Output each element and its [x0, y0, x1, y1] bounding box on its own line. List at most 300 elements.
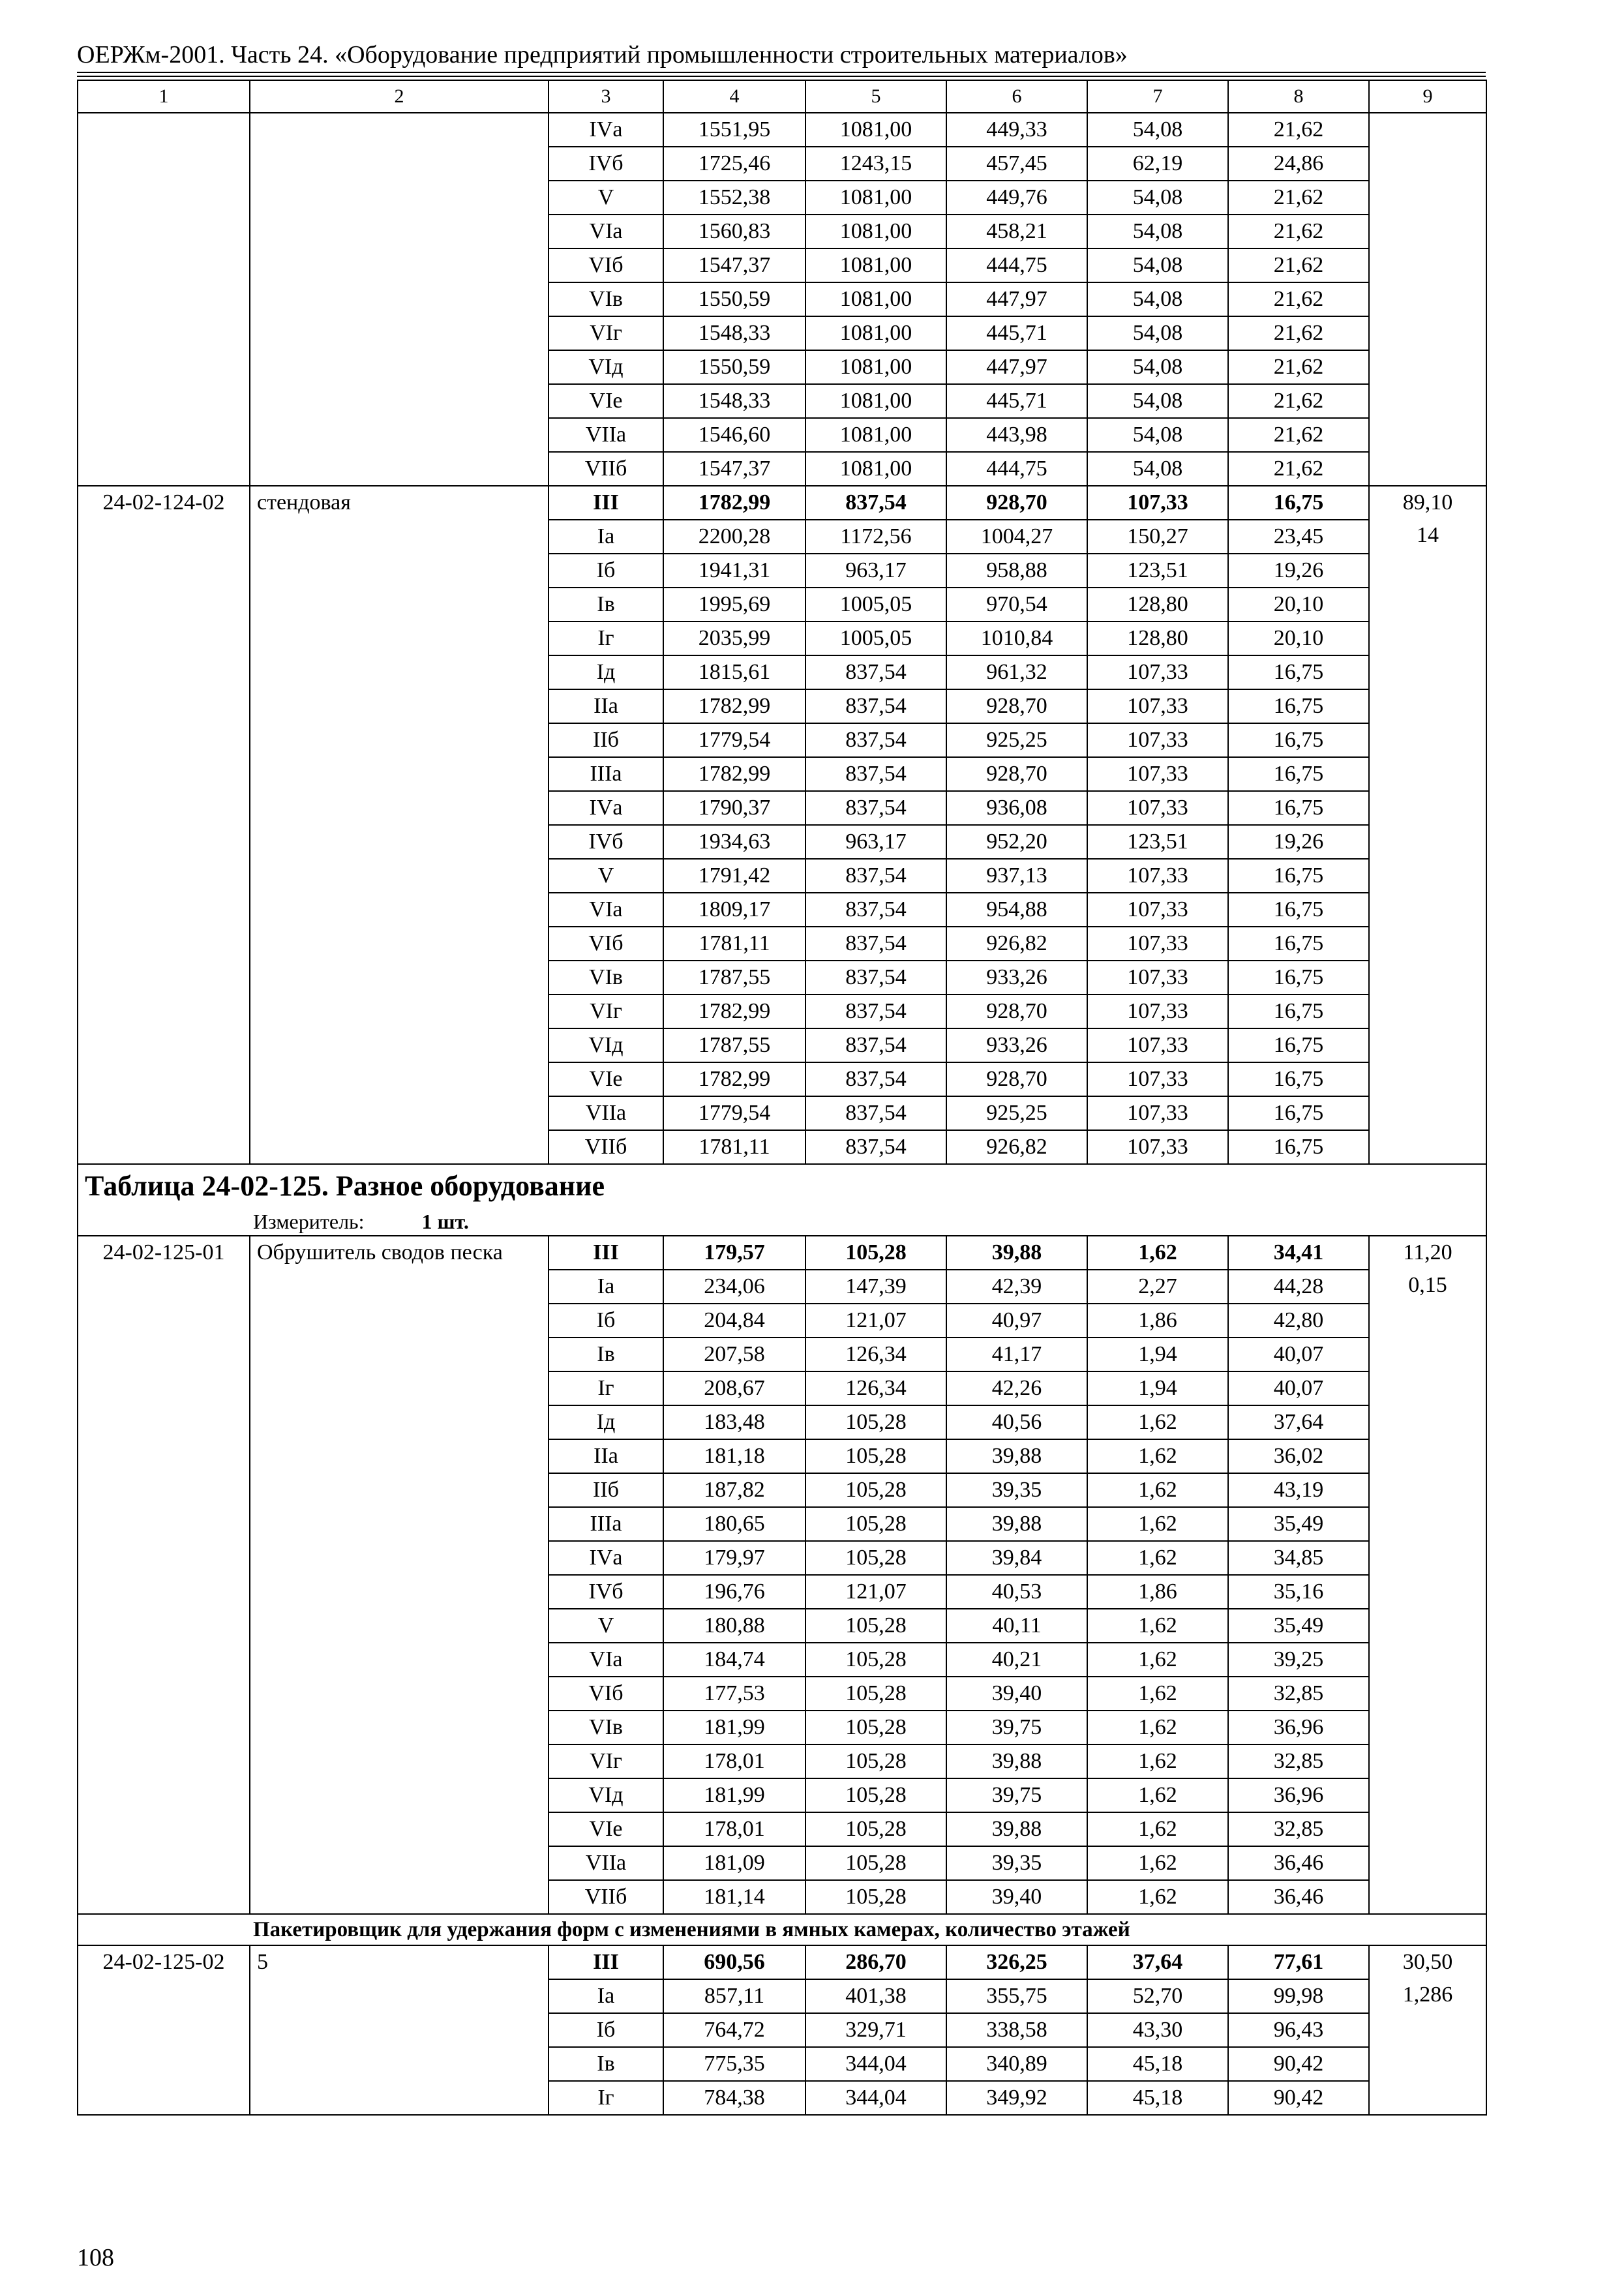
zone-cell: IIIа	[549, 757, 663, 791]
value-cell: 16,75	[1228, 791, 1369, 825]
value-cell: 1081,00	[805, 181, 946, 215]
value-cell: 963,17	[805, 554, 946, 588]
value-cell: 128,80	[1087, 621, 1228, 655]
value-cell: 207,58	[663, 1338, 805, 1371]
value-cell: 34,85	[1228, 1541, 1369, 1575]
rate-name	[250, 113, 549, 486]
value-cell: 936,08	[946, 791, 1087, 825]
value-cell: 1005,05	[805, 588, 946, 621]
value-cell: 1,62	[1087, 1405, 1228, 1439]
value-cell: 36,02	[1228, 1439, 1369, 1473]
value-cell: 105,28	[805, 1812, 946, 1846]
value-cell: 954,88	[946, 893, 1087, 927]
value-cell: 24,86	[1228, 147, 1369, 181]
value-cell: 837,54	[805, 757, 946, 791]
value-cell: 1941,31	[663, 554, 805, 588]
value-cell: 181,99	[663, 1778, 805, 1812]
rates-table	[77, 80, 1487, 2116]
value-cell: 54,08	[1087, 282, 1228, 316]
table-row	[78, 486, 1486, 520]
value-cell: 107,33	[1087, 1028, 1228, 1062]
zone-cell: VIв	[549, 961, 663, 995]
value-cell: 1081,00	[805, 316, 946, 350]
value-cell: 107,33	[1087, 927, 1228, 961]
value-cell: 1,62	[1087, 1643, 1228, 1677]
zone-cell: VIд	[549, 350, 663, 384]
value-cell: 105,28	[805, 1744, 946, 1778]
zone-cell: VIд	[549, 1028, 663, 1062]
value-cell: 444,75	[946, 248, 1087, 282]
page-header: ОЕРЖм-2001. Часть 24. «Оборудование предприятий промышленности строительных материалов»	[77, 41, 1128, 68]
value-cell: 16,75	[1228, 1028, 1369, 1062]
value-cell: 187,82	[663, 1473, 805, 1507]
value-cell: 36,46	[1228, 1880, 1369, 1914]
value-cell: 16,75	[1228, 723, 1369, 757]
column-number: 4	[663, 80, 805, 113]
value-cell: 39,75	[946, 1711, 1087, 1744]
value-cell: 837,54	[805, 893, 946, 927]
zone-cell: VIб	[549, 1677, 663, 1711]
value-cell: 1010,84	[946, 621, 1087, 655]
zone-cell: VIIб	[549, 452, 663, 486]
value-cell: 181,14	[663, 1880, 805, 1914]
value-cell: 21,62	[1228, 113, 1369, 147]
value-cell: 54,08	[1087, 215, 1228, 248]
value-cell: 16,75	[1228, 927, 1369, 961]
header-rule	[77, 72, 1486, 73]
value-cell: 39,88	[946, 1744, 1087, 1778]
value-cell: 105,28	[805, 1507, 946, 1541]
unit-value: 1 шт.	[421, 1210, 469, 1233]
value-cell: 784,38	[663, 2081, 805, 2115]
value-cell: 54,08	[1087, 384, 1228, 418]
value-cell: 39,40	[946, 1677, 1087, 1711]
value-cell: 107,33	[1087, 791, 1228, 825]
value-cell: 837,54	[805, 961, 946, 995]
value-cell: 105,28	[805, 1609, 946, 1643]
value-cell: 1,62	[1087, 1812, 1228, 1846]
value-cell: 1550,59	[663, 282, 805, 316]
value-cell: 42,80	[1228, 1304, 1369, 1338]
column-number: 8	[1228, 80, 1369, 113]
value-cell: 933,26	[946, 961, 1087, 995]
value-cell: 43,19	[1228, 1473, 1369, 1507]
page-number: 108	[77, 2244, 114, 2271]
value-cell: 105,28	[805, 1439, 946, 1473]
zone-cell: VIа	[549, 893, 663, 927]
value-cell: 16,75	[1228, 655, 1369, 689]
section-title-row	[78, 1164, 1486, 1208]
unit-label: Измеритель:	[253, 1210, 365, 1233]
zone-cell: IVб	[549, 1575, 663, 1609]
value-cell: 928,70	[946, 1062, 1087, 1096]
value-cell: 2200,28	[663, 520, 805, 554]
value-cell: 105,28	[805, 1778, 946, 1812]
value-cell: 449,33	[946, 113, 1087, 147]
value-cell: 1081,00	[805, 452, 946, 486]
value-cell: 837,54	[805, 1062, 946, 1096]
value-cell: 445,71	[946, 316, 1087, 350]
rate-code	[78, 113, 250, 486]
value-cell: 54,08	[1087, 452, 1228, 486]
value-cell: 21,62	[1228, 282, 1369, 316]
col9-value: 1,286	[1402, 1982, 1453, 2007]
value-cell: 1004,27	[946, 520, 1087, 554]
value-cell: 1,62	[1087, 1711, 1228, 1744]
value-cell: 16,75	[1228, 893, 1369, 927]
value-cell: 37,64	[1087, 1945, 1228, 1979]
column-number: 3	[549, 80, 663, 113]
value-cell: 128,80	[1087, 588, 1228, 621]
zone-cell: VIг	[549, 316, 663, 350]
value-cell: 90,42	[1228, 2047, 1369, 2081]
value-cell: 1790,37	[663, 791, 805, 825]
value-cell: 77,61	[1228, 1945, 1369, 1979]
unit-cell	[78, 1208, 1486, 1236]
value-cell: 970,54	[946, 588, 1087, 621]
column-number: 7	[1087, 80, 1228, 113]
value-cell: 20,10	[1228, 588, 1369, 621]
value-cell: 16,75	[1228, 486, 1369, 520]
value-cell: 180,65	[663, 1507, 805, 1541]
value-cell: 1,62	[1087, 1677, 1228, 1711]
zone-cell: IIа	[549, 1439, 663, 1473]
value-cell: 1552,38	[663, 181, 805, 215]
value-cell: 41,17	[946, 1338, 1087, 1371]
value-cell: 21,62	[1228, 418, 1369, 452]
value-cell: 19,26	[1228, 554, 1369, 588]
value-cell: 401,38	[805, 1979, 946, 2013]
table-row	[78, 1945, 1486, 1979]
value-cell: 1546,60	[663, 418, 805, 452]
value-cell: 928,70	[946, 689, 1087, 723]
value-cell: 1787,55	[663, 1028, 805, 1062]
value-cell: 1560,83	[663, 215, 805, 248]
value-cell: 1081,00	[805, 215, 946, 248]
value-cell: 16,75	[1228, 961, 1369, 995]
value-cell: 1,94	[1087, 1338, 1228, 1371]
value-cell: 39,35	[946, 1473, 1087, 1507]
value-cell: 928,70	[946, 995, 1087, 1028]
value-cell: 1782,99	[663, 486, 805, 520]
value-cell: 234,06	[663, 1270, 805, 1304]
zone-cell: Iа	[549, 1979, 663, 2013]
value-cell: 952,20	[946, 825, 1087, 859]
value-cell: 449,76	[946, 181, 1087, 215]
zone-cell: IIа	[549, 689, 663, 723]
value-cell: 21,62	[1228, 384, 1369, 418]
column-number: 9	[1369, 80, 1486, 113]
rate-code: 24-02-125-02	[78, 1945, 250, 2115]
zone-cell: Iа	[549, 520, 663, 554]
value-cell: 204,84	[663, 1304, 805, 1338]
value-cell: 39,25	[1228, 1643, 1369, 1677]
value-cell: 355,75	[946, 1979, 1087, 2013]
value-cell: 16,75	[1228, 995, 1369, 1028]
zone-cell: IVа	[549, 791, 663, 825]
value-cell: 21,62	[1228, 452, 1369, 486]
value-cell: 933,26	[946, 1028, 1087, 1062]
value-cell: 107,33	[1087, 961, 1228, 995]
value-cell: 107,33	[1087, 757, 1228, 791]
value-cell: 1787,55	[663, 961, 805, 995]
value-cell: 96,43	[1228, 2013, 1369, 2047]
value-cell: 1782,99	[663, 757, 805, 791]
value-cell: 837,54	[805, 723, 946, 757]
value-cell: 458,21	[946, 215, 1087, 248]
zone-cell: IVа	[549, 113, 663, 147]
zone-cell: VIIб	[549, 1130, 663, 1164]
value-cell: 62,19	[1087, 147, 1228, 181]
zone-cell: Iб	[549, 2013, 663, 2047]
value-cell: 107,33	[1087, 893, 1228, 927]
value-cell: 177,53	[663, 1677, 805, 1711]
value-cell: 1172,56	[805, 520, 946, 554]
value-cell: 837,54	[805, 791, 946, 825]
zone-cell: Iв	[549, 588, 663, 621]
value-cell: 837,54	[805, 1130, 946, 1164]
value-cell: 1,62	[1087, 1541, 1228, 1575]
zone-cell: VIв	[549, 282, 663, 316]
value-cell: 105,28	[805, 1541, 946, 1575]
value-cell: 123,51	[1087, 825, 1228, 859]
value-cell: 39,88	[946, 1439, 1087, 1473]
value-cell: 107,33	[1087, 655, 1228, 689]
value-cell: 44,28	[1228, 1270, 1369, 1304]
value-cell: 2,27	[1087, 1270, 1228, 1304]
value-cell: 963,17	[805, 825, 946, 859]
value-cell: 837,54	[805, 486, 946, 520]
col9-cell	[1369, 1945, 1486, 2115]
value-cell: 1,86	[1087, 1304, 1228, 1338]
column-number: 2	[250, 80, 549, 113]
zone-cell: IVа	[549, 1541, 663, 1575]
value-cell: 1551,95	[663, 113, 805, 147]
value-cell: 178,01	[663, 1812, 805, 1846]
value-cell: 40,11	[946, 1609, 1087, 1643]
value-cell: 16,75	[1228, 1096, 1369, 1130]
value-cell: 178,01	[663, 1744, 805, 1778]
value-cell: 90,42	[1228, 2081, 1369, 2115]
value-cell: 286,70	[805, 1945, 946, 1979]
value-cell: 123,51	[1087, 554, 1228, 588]
value-cell: 105,28	[805, 1711, 946, 1744]
value-cell: 958,88	[946, 554, 1087, 588]
value-cell: 1995,69	[663, 588, 805, 621]
zone-cell: Iа	[549, 1270, 663, 1304]
value-cell: 16,75	[1228, 1130, 1369, 1164]
value-cell: 40,97	[946, 1304, 1087, 1338]
col9-cell	[1369, 113, 1486, 486]
column-number: 6	[946, 80, 1087, 113]
value-cell: 775,35	[663, 2047, 805, 2081]
zone-cell: IVб	[549, 147, 663, 181]
value-cell: 39,88	[946, 1812, 1087, 1846]
value-cell: 181,99	[663, 1711, 805, 1744]
value-cell: 20,10	[1228, 621, 1369, 655]
value-cell: 32,85	[1228, 1812, 1369, 1846]
zone-cell: V	[549, 181, 663, 215]
value-cell: 180,88	[663, 1609, 805, 1643]
unit-row	[78, 1208, 1486, 1236]
rate-name: 5	[250, 1945, 549, 2115]
value-cell: 183,48	[663, 1405, 805, 1439]
value-cell: 837,54	[805, 995, 946, 1028]
value-cell: 340,89	[946, 2047, 1087, 2081]
zone-cell: VIа	[549, 215, 663, 248]
value-cell: 39,88	[946, 1507, 1087, 1541]
rate-name: стендовая	[250, 486, 549, 1164]
value-cell: 54,08	[1087, 113, 1228, 147]
value-cell: 1,62	[1087, 1473, 1228, 1507]
zone-cell: V	[549, 859, 663, 893]
value-cell: 329,71	[805, 2013, 946, 2047]
value-cell: 1,62	[1087, 1439, 1228, 1473]
zone-cell: VIе	[549, 1812, 663, 1846]
zone-cell: VIIа	[549, 418, 663, 452]
value-cell: 837,54	[805, 859, 946, 893]
value-cell: 338,58	[946, 2013, 1087, 2047]
zone-cell: VIIб	[549, 1880, 663, 1914]
value-cell: 961,32	[946, 655, 1087, 689]
zone-cell: Iг	[549, 621, 663, 655]
value-cell: 43,30	[1087, 2013, 1228, 2047]
value-cell: 1081,00	[805, 418, 946, 452]
value-cell: 34,41	[1228, 1236, 1369, 1270]
zone-cell: Iг	[549, 2081, 663, 2115]
value-cell: 184,74	[663, 1643, 805, 1677]
value-cell: 349,92	[946, 2081, 1087, 2115]
value-cell: 1,62	[1087, 1507, 1228, 1541]
zone-cell: VIе	[549, 1062, 663, 1096]
value-cell: 42,39	[946, 1270, 1087, 1304]
value-cell: 928,70	[946, 486, 1087, 520]
value-cell: 32,85	[1228, 1677, 1369, 1711]
value-cell: 1791,42	[663, 859, 805, 893]
zone-cell: IIб	[549, 1473, 663, 1507]
value-cell: 54,08	[1087, 181, 1228, 215]
value-cell: 40,56	[946, 1405, 1087, 1439]
value-cell: 837,54	[805, 689, 946, 723]
value-cell: 107,33	[1087, 995, 1228, 1028]
rate-code: 24-02-125-01	[78, 1236, 250, 1914]
zone-cell: III	[549, 486, 663, 520]
value-cell: 39,35	[946, 1846, 1087, 1880]
value-cell: 35,49	[1228, 1507, 1369, 1541]
value-cell: 121,07	[805, 1304, 946, 1338]
value-cell: 196,76	[663, 1575, 805, 1609]
value-cell: 928,70	[946, 757, 1087, 791]
rate-name: Обрушитель сводов песка	[250, 1236, 549, 1914]
value-cell: 1,62	[1087, 1609, 1228, 1643]
value-cell: 1,62	[1087, 1880, 1228, 1914]
value-cell: 1547,37	[663, 452, 805, 486]
value-cell: 1934,63	[663, 825, 805, 859]
value-cell: 1550,59	[663, 350, 805, 384]
zone-cell: VIг	[549, 1744, 663, 1778]
zone-cell: VIб	[549, 927, 663, 961]
rate-code: 24-02-124-02	[78, 486, 250, 1164]
value-cell: 21,62	[1228, 316, 1369, 350]
zone-cell: III	[549, 1945, 663, 1979]
value-cell: 1548,33	[663, 316, 805, 350]
value-cell: 32,85	[1228, 1744, 1369, 1778]
value-cell: 40,53	[946, 1575, 1087, 1609]
value-cell: 19,26	[1228, 825, 1369, 859]
value-cell: 690,56	[663, 1945, 805, 1979]
value-cell: 925,25	[946, 1096, 1087, 1130]
zone-cell: Iв	[549, 2047, 663, 2081]
value-cell: 1081,00	[805, 350, 946, 384]
value-cell: 1809,17	[663, 893, 805, 927]
value-cell: 1782,99	[663, 1062, 805, 1096]
value-cell: 1081,00	[805, 248, 946, 282]
value-cell: 23,45	[1228, 520, 1369, 554]
value-cell: 107,33	[1087, 486, 1228, 520]
value-cell: 54,08	[1087, 350, 1228, 384]
value-cell: 1,86	[1087, 1575, 1228, 1609]
value-cell: 37,64	[1228, 1405, 1369, 1439]
value-cell: 105,28	[805, 1473, 946, 1507]
value-cell: 1815,61	[663, 655, 805, 689]
zone-cell: Iб	[549, 554, 663, 588]
value-cell: 105,28	[805, 1677, 946, 1711]
value-cell: 1,62	[1087, 1846, 1228, 1880]
value-cell: 39,40	[946, 1880, 1087, 1914]
value-cell: 925,25	[946, 723, 1087, 757]
col9-value: 11,20	[1403, 1240, 1452, 1264]
column-number-row	[78, 80, 1486, 113]
value-cell: 21,62	[1228, 350, 1369, 384]
value-cell: 105,28	[805, 1643, 946, 1677]
value-cell: 107,33	[1087, 859, 1228, 893]
zone-cell: III	[549, 1236, 663, 1270]
value-cell: 2035,99	[663, 621, 805, 655]
value-cell: 457,45	[946, 147, 1087, 181]
zone-cell: Iд	[549, 655, 663, 689]
value-cell: 16,75	[1228, 757, 1369, 791]
zone-cell: VIа	[549, 1643, 663, 1677]
value-cell: 42,26	[946, 1371, 1087, 1405]
value-cell: 54,08	[1087, 248, 1228, 282]
value-cell: 1081,00	[805, 384, 946, 418]
value-cell: 1081,00	[805, 282, 946, 316]
value-cell: 1779,54	[663, 723, 805, 757]
col9-value: 30,50	[1402, 1950, 1453, 1974]
value-cell: 181,18	[663, 1439, 805, 1473]
value-cell: 1005,05	[805, 621, 946, 655]
table-row	[78, 113, 1486, 147]
value-cell: 126,34	[805, 1338, 946, 1371]
value-cell: 16,75	[1228, 859, 1369, 893]
value-cell: 1,62	[1087, 1744, 1228, 1778]
value-cell: 1725,46	[663, 147, 805, 181]
value-cell: 99,98	[1228, 1979, 1369, 2013]
value-cell: 926,82	[946, 1130, 1087, 1164]
value-cell: 39,84	[946, 1541, 1087, 1575]
col9-value: 89,10	[1402, 490, 1453, 515]
value-cell: 1,94	[1087, 1371, 1228, 1405]
zone-cell: VIв	[549, 1711, 663, 1744]
column-number: 1	[78, 80, 250, 113]
value-cell: 1782,99	[663, 995, 805, 1028]
zone-cell: IVб	[549, 825, 663, 859]
value-cell: 444,75	[946, 452, 1087, 486]
zone-cell: VIд	[549, 1778, 663, 1812]
value-cell: 40,07	[1228, 1338, 1369, 1371]
header-rule	[77, 76, 1486, 77]
value-cell: 54,08	[1087, 316, 1228, 350]
